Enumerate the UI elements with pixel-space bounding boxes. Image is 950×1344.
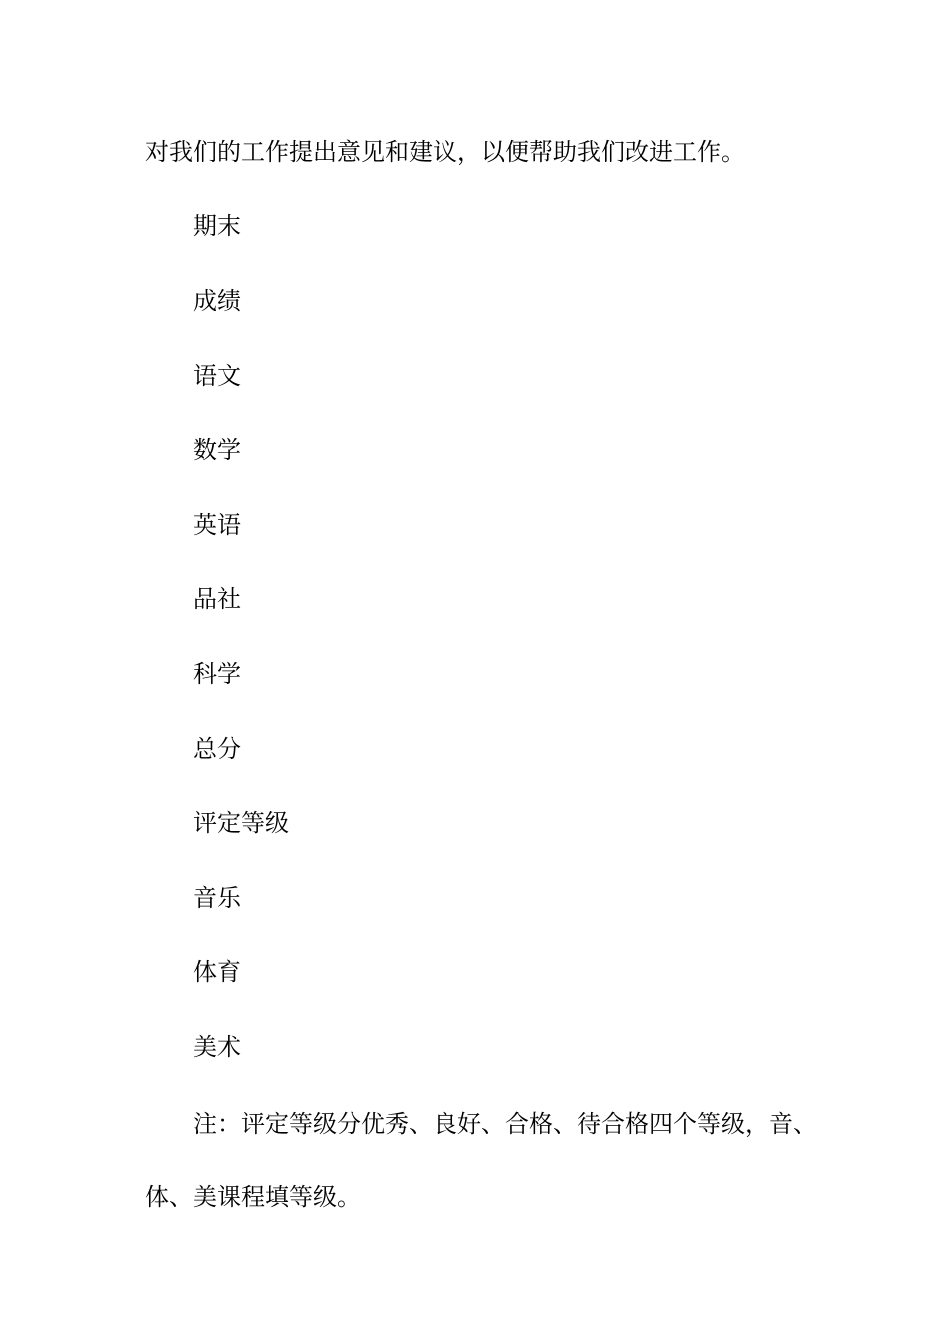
item-science: 科学 <box>193 660 241 688</box>
item-music: 音乐 <box>193 884 241 912</box>
item-total-score: 总分 <box>193 735 241 763</box>
item-pe: 体育 <box>193 958 241 986</box>
item-grades: 成绩 <box>193 287 241 315</box>
item-term-end: 期末 <box>193 212 241 240</box>
note-line-2: 体、美课程填等级。 <box>145 1183 361 1211</box>
intro-paragraph: 对我们的工作提出意见和建议，以便帮助我们改进工作。 <box>145 138 745 166</box>
note-line-1: 注：评定等级分优秀、良好、合格、待合格四个等级，音、 <box>193 1110 817 1138</box>
item-rating-level: 评定等级 <box>193 809 289 837</box>
item-math: 数学 <box>193 436 241 464</box>
item-social-studies: 品社 <box>193 585 241 613</box>
item-chinese: 语文 <box>193 362 241 390</box>
item-english: 英语 <box>193 511 241 539</box>
item-art: 美术 <box>193 1033 241 1061</box>
